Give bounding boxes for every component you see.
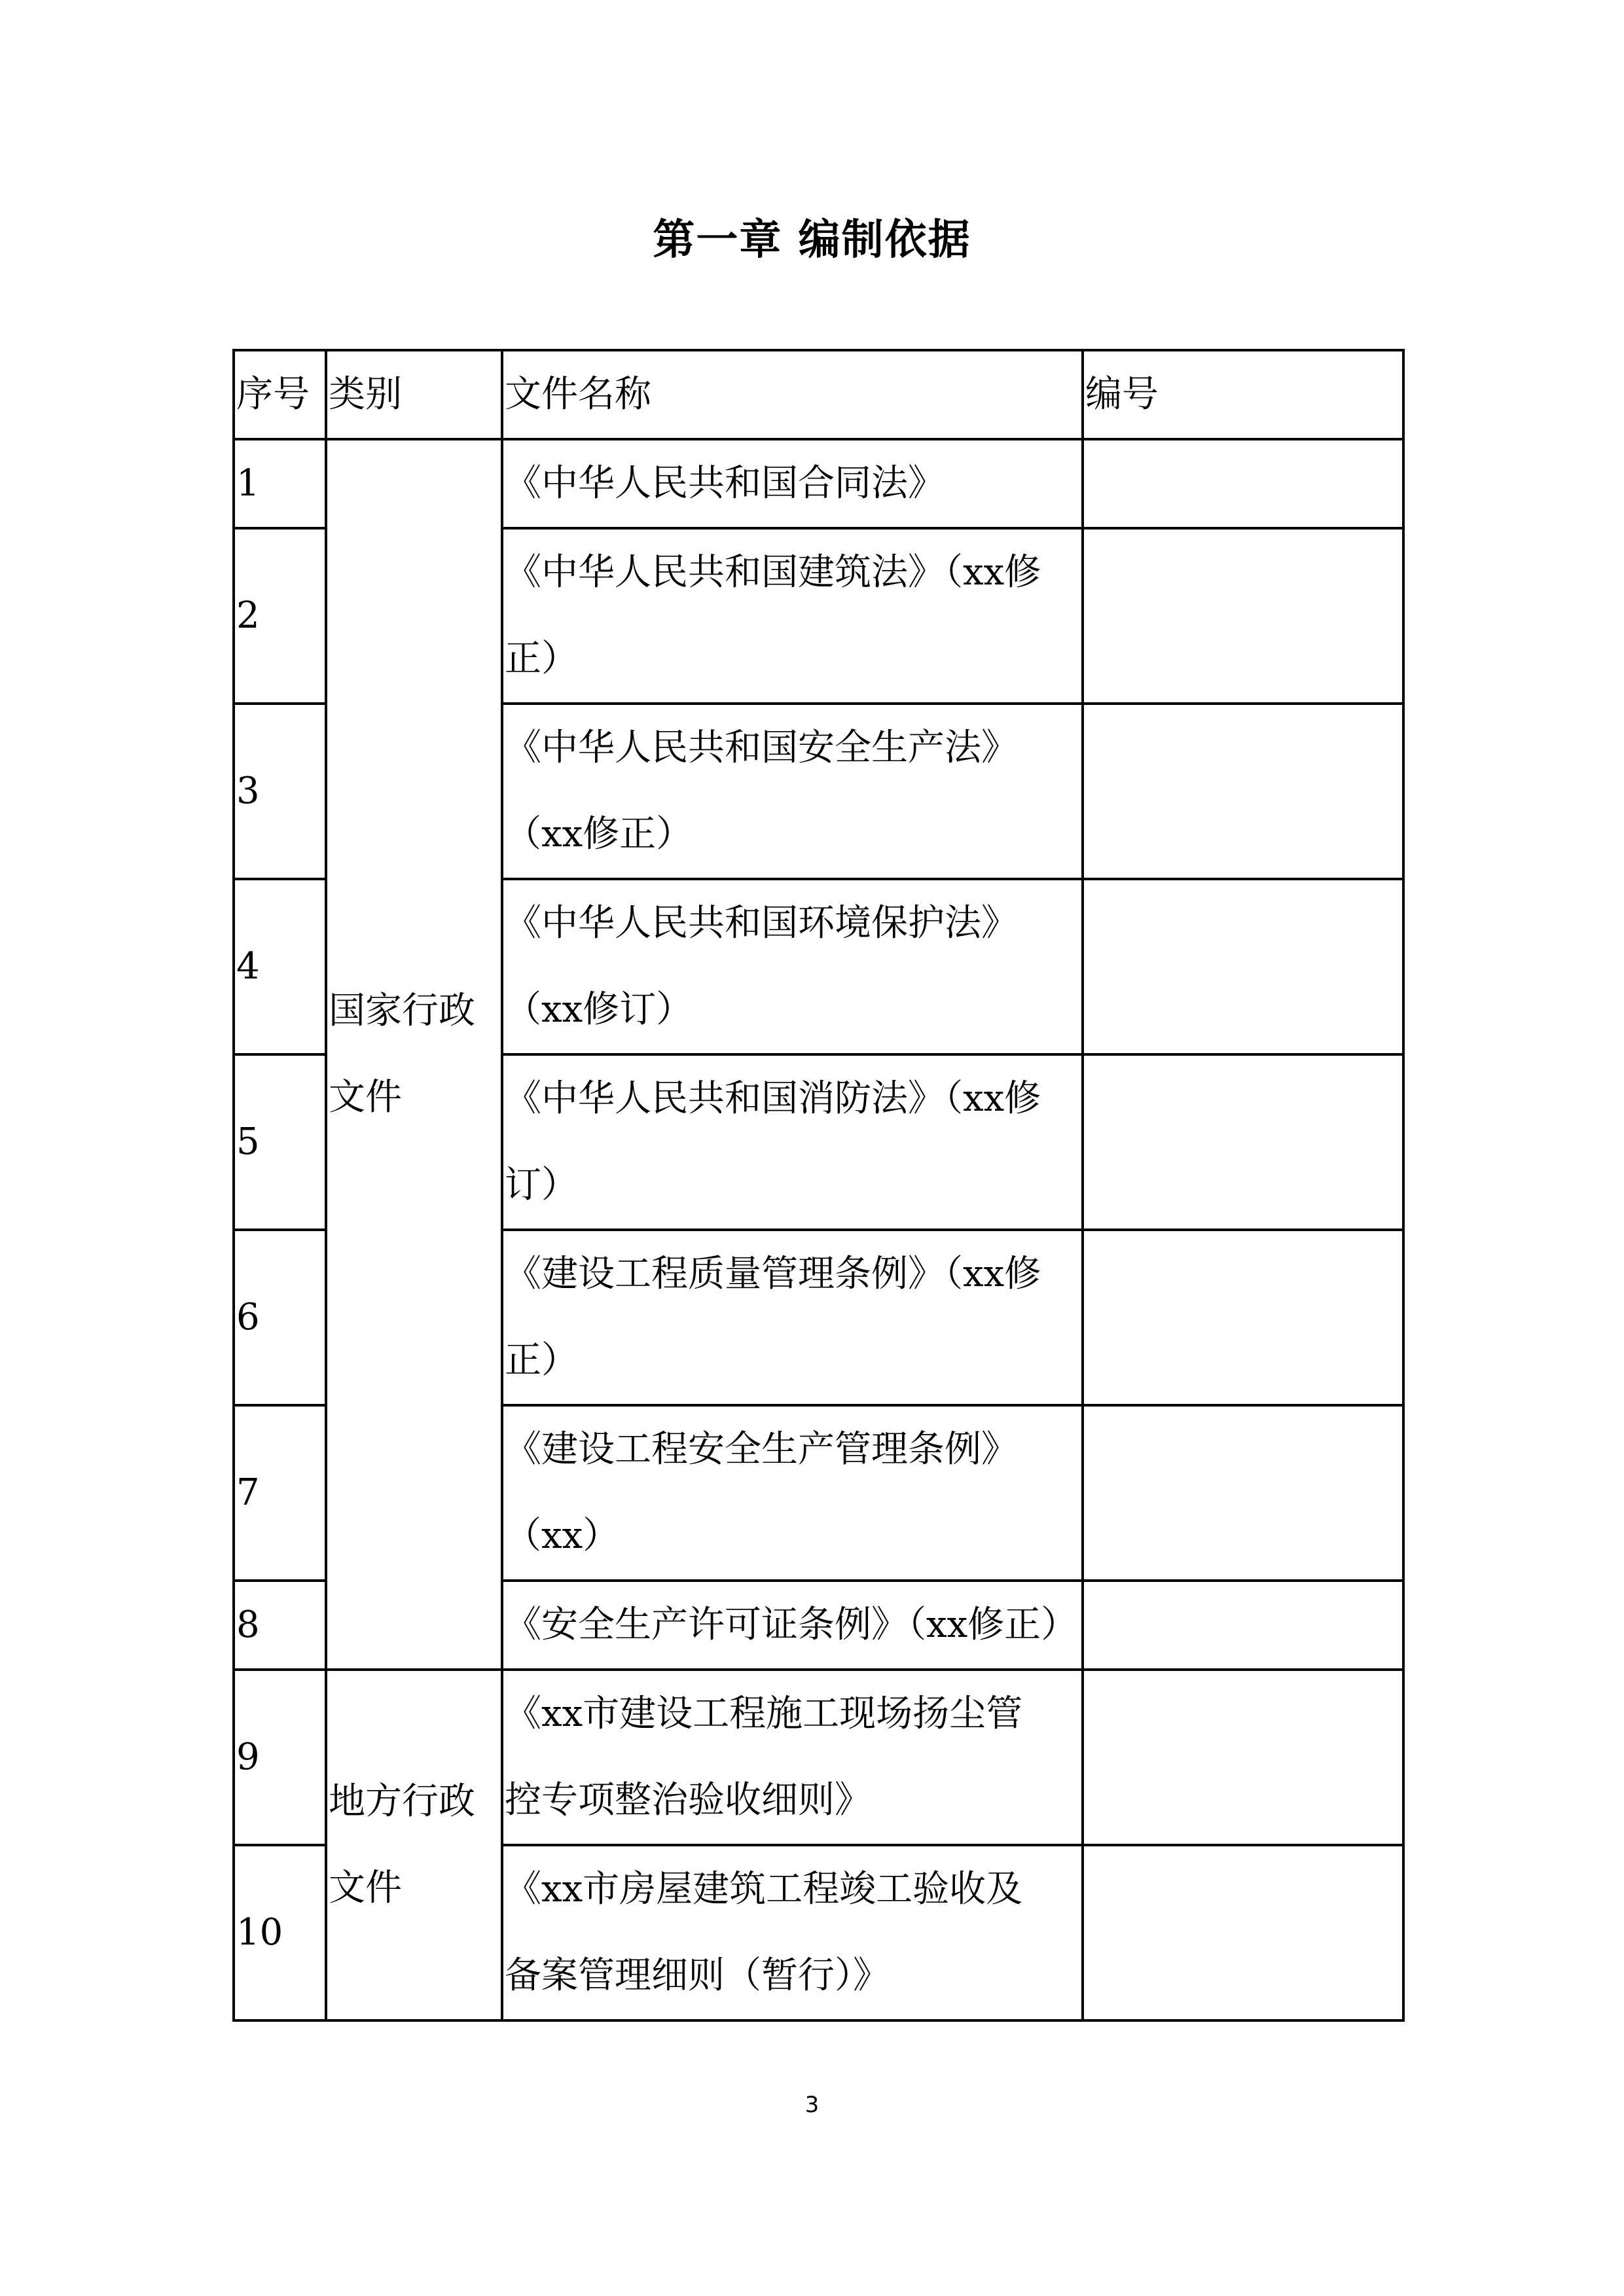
row-name-line-1: 《安全生产许可证条例》（xx修正）: [505, 1604, 1078, 1646]
row-name-line-2: 备案管理细则（暂行）》: [505, 1954, 890, 1997]
category-local-line-1: 地方行政: [329, 1780, 475, 1823]
row-code: [1083, 1405, 1403, 1581]
row-name-line-1: 《中华人民共和国环境保护法》: [505, 902, 1018, 944]
row-code: [1083, 528, 1403, 704]
row-name-line-1: 《xx市房屋建筑工程竣工验收及: [505, 1868, 1023, 1910]
row-name: [502, 879, 1083, 1054]
row-seq: 3: [234, 704, 326, 879]
row-name-line-1: 《建设工程质量管理条例》（xx修: [505, 1253, 1041, 1295]
row-seq: 9: [234, 1670, 326, 1845]
header-code: 编号: [1083, 350, 1403, 439]
row-code: [1083, 439, 1403, 528]
row-code: [1083, 1670, 1403, 1845]
row-code: [1083, 879, 1403, 1054]
row-code: [1083, 1581, 1403, 1670]
row-seq: 7: [234, 1405, 326, 1581]
row-name: [502, 1405, 1083, 1581]
row-seq: 6: [234, 1230, 326, 1405]
row-name: [502, 1581, 1083, 1670]
category-national-line-1: 国家行政: [329, 990, 475, 1032]
row-name-line-1: 《中华人民共和国安全生产法》: [505, 726, 1018, 769]
row-code: [1083, 704, 1403, 879]
row-code: [1083, 1230, 1403, 1405]
category-national-line-2: 文件: [329, 1076, 402, 1119]
row-code: [1083, 1845, 1403, 2020]
row-name-line-2: （xx修正）: [505, 813, 693, 855]
row-name: [502, 439, 1083, 528]
row-seq: 1: [234, 439, 326, 528]
row-name-line-2: 正）: [505, 1339, 578, 1382]
table-row: [234, 439, 1403, 528]
row-code: [1083, 1054, 1403, 1230]
page-number: 3: [804, 2092, 820, 2118]
row-name: [502, 1054, 1083, 1230]
row-seq: 8: [234, 1581, 326, 1670]
category-national: [326, 439, 502, 1670]
row-name-line-1: 《xx市建设工程施工现场扬尘管: [505, 1693, 1023, 1735]
row-seq: 5: [234, 1054, 326, 1230]
table-header-row: [234, 350, 1403, 439]
category-local: [326, 1670, 502, 2020]
row-name: [502, 528, 1083, 704]
page-title: 第一章 编制依据: [653, 216, 971, 264]
row-name-line-2: 订）: [505, 1164, 578, 1206]
row-name-line-1: 《中华人民共和国合同法》: [505, 462, 945, 505]
row-name: [502, 1845, 1083, 2020]
row-name-line-2: 控专项整治验收细则》: [505, 1779, 871, 1821]
row-name-line-2: （xx）: [505, 1515, 620, 1557]
table-row: [234, 1670, 1403, 1845]
category-local-line-2: 文件: [329, 1867, 402, 1909]
row-name-line-1: 《建设工程安全生产管理条例》: [505, 1428, 1018, 1471]
row-seq: 2: [234, 528, 326, 704]
header-seq: 序号: [234, 350, 326, 439]
row-name-line-2: 正）: [505, 637, 578, 680]
row-name-line-2: （xx修订）: [505, 988, 693, 1031]
header-category: 类别: [326, 350, 502, 439]
row-name: [502, 1670, 1083, 1845]
row-name-line-1: 《中华人民共和国建筑法》（xx修: [505, 551, 1041, 594]
row-name-line-1: 《中华人民共和国消防法》（xx修: [505, 1077, 1041, 1120]
row-seq: 4: [234, 879, 326, 1054]
basis-table: [232, 349, 1405, 2022]
header-name: 文件名称: [502, 350, 1083, 439]
row-name: [502, 1230, 1083, 1405]
row-seq: 10: [234, 1845, 326, 2020]
row-name: [502, 704, 1083, 879]
